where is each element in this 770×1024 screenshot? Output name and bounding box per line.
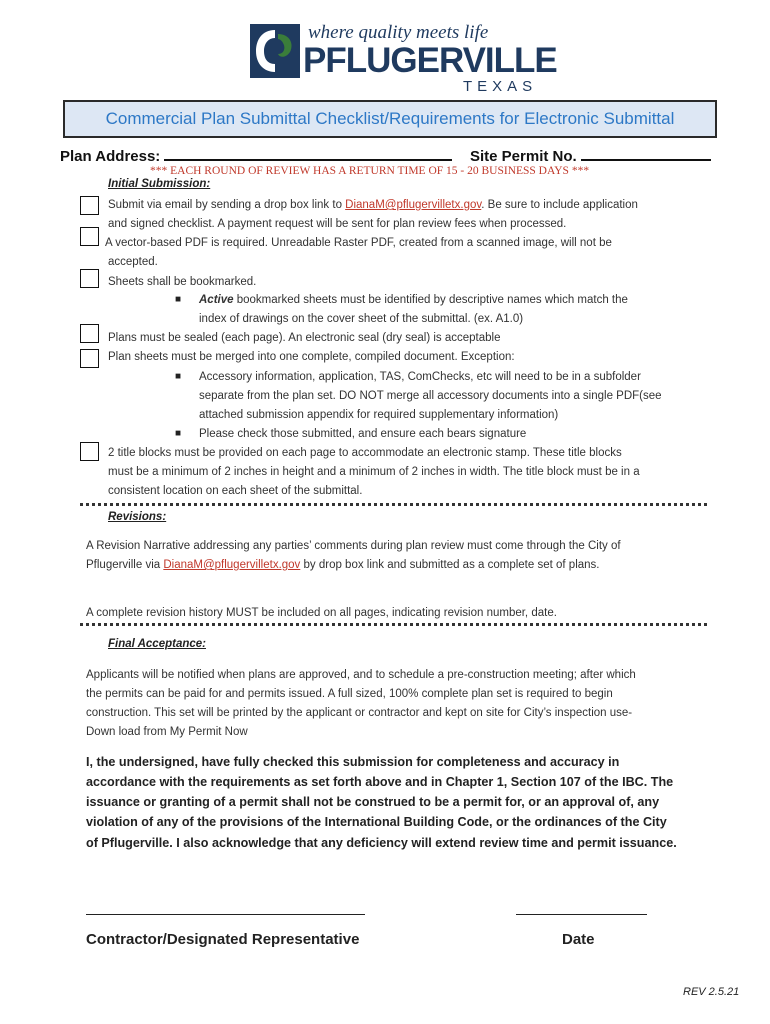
item-vector-pdf-line1: A vector-based PDF is required. Unreadable Raster PDF, created from a scanned image, will not be [105,237,612,249]
checkbox-title-blocks[interactable] [80,442,99,461]
sub-active-line1: Active bookmarked sheets must be identified by descriptive names which match the [199,294,628,306]
date-signature-line[interactable] [516,914,647,915]
item-title-blocks-line3: consistent location on each sheet of the submittal. [108,485,363,497]
plan-address-field[interactable] [60,145,452,165]
site-permit-label: Site Permit No. [470,148,577,165]
email-link[interactable]: DianaM@pflugervilletx.gov [345,199,482,211]
city-logo-icon [250,24,300,78]
initial-submission-heading: Initial Submission: [108,178,211,190]
item-email-line2: and signed checklist. A payment request will be sent for plan review fees when processed. [108,218,567,230]
bullet-icon: ■ [175,371,182,382]
checkbox-vector-pdf[interactable] [80,227,99,246]
return-time-note: *** EACH ROUND OF REVIEW HAS A RETURN TIME OF 15 - 20 BUSINESS DAYS *** [150,165,590,177]
checkbox-sealed[interactable] [80,324,99,343]
sub-active-line2: index of drawings on the cover sheet of the submittal. (ex. A1.0) [199,313,524,325]
date-label: Date [562,931,595,948]
certification-line: I, the undersigned, have fully checked this submission for completeness and accuracy in [86,755,620,769]
checkbox-email-submission[interactable] [80,196,99,215]
certification-line: issuance or granting of a permit shall not be construed to be a permit for, or an approval of, any [86,795,660,809]
certification-line: accordance with the requirements as set forth above and in Chapter 1, Section 107 of the IBC. The [86,775,674,789]
sub-accessory-line1: Accessory information, application, TAS, ComChecks, etc will need to be in a subfolder [199,371,641,383]
page-title: Commercial Plan Submittal Checklist/Requirements for Electronic Submittal [63,100,717,138]
bullet-icon: ■ [175,428,182,439]
site-permit-line[interactable] [581,145,711,161]
section-divider [80,503,707,506]
item-bookmarked: Sheets shall be bookmarked. [108,276,257,288]
certification-line: of Pflugerville. I also acknowledge that any deficiency will extend review time and permit issuance. [86,836,677,850]
item-vector-pdf-line2: accepted. [108,256,158,268]
section-divider [80,623,707,626]
logo-tagline: where quality meets life [308,22,489,43]
logo-name: PFLUGERVILLE [303,41,557,80]
final-line2: the permits can be paid for and permits issued. A full sized, 100% complete plan set is required to begin [86,688,613,700]
revisions-heading: Revisions: [108,511,167,523]
checkbox-merged[interactable] [80,349,99,368]
revisions-line2: Pflugerville via DianaM@pflugervilletx.gov by drop box link and submitted as a complete set of plans. [86,559,600,571]
final-line3: construction. This set will be printed by the applicant or contractor and kept on site for City’s inspection use- [86,707,633,719]
checkbox-bookmarked[interactable] [80,269,99,288]
contractor-signature-line[interactable] [86,914,365,915]
item-title-blocks-line2: must be a minimum of 2 inches in height and a minimum of 2 inches in width. The title block must be in a [108,466,640,478]
final-line1: Applicants will be notified when plans are approved, and to schedule a pre-construction meeting; after which [86,669,636,681]
sub-accessory-line2: separate from the plan set. DO NOT merge all accessory documents into a single PDF(see [199,390,662,402]
final-acceptance-heading: Final Acceptance: [108,638,206,650]
final-line4: Down load from My Permit Now [86,726,248,738]
item-sealed: Plans must be sealed (each page). An electronic seal (dry seal) is acceptable [108,332,501,344]
revisions-line1: A Revision Narrative addressing any parties’ comments during plan review must come through the City of [86,540,621,552]
sub-signature: Please check those submitted, and ensure each bears signature [199,428,527,440]
item-title-blocks-line1: 2 title blocks must be provided on each page to accommodate an electronic stamp. These title blocks [108,447,622,459]
revision-history: A complete revision history MUST be included on all pages, indicating revision number, date. [86,607,557,619]
bullet-icon: ■ [175,294,182,305]
revision-code: REV 2.5.21 [683,986,740,998]
item-merged: Plan sheets must be merged into one complete, compiled document. Exception: [108,351,515,363]
plan-address-line[interactable] [164,145,452,161]
contractor-label: Contractor/Designated Representative [86,931,360,948]
logo-state: TEXAS [463,78,538,95]
sub-accessory-line3: attached submission appendix for required supplementary information) [199,409,559,421]
plan-address-label: Plan Address: [60,148,161,165]
item-email-line1: Submit via email by sending a drop box link to DianaM@pflugervilletx.gov. Be sure to include application [108,199,638,211]
site-permit-field[interactable] [470,145,711,165]
certification-line: violation of any of the provisions of the International Building Code, or the ordinances of the City [86,815,667,829]
email-link[interactable]: DianaM@pflugervilletx.gov [163,559,301,571]
